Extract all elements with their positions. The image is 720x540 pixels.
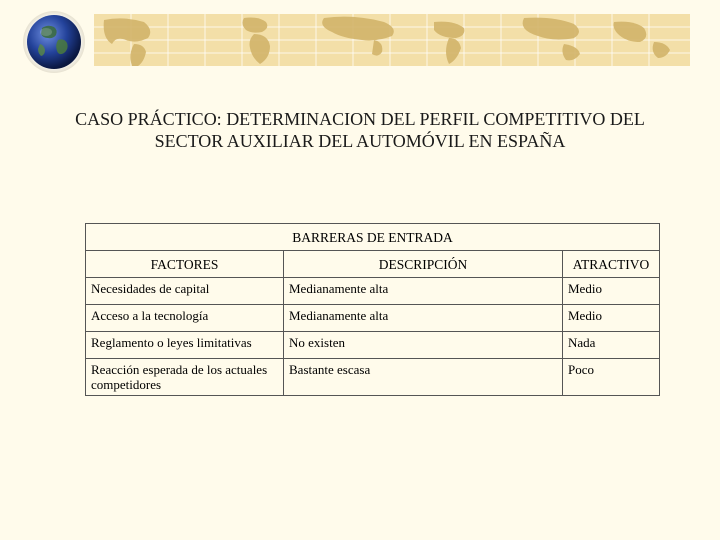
factor-cell: Reacción esperada de los actuales competidores — [86, 359, 284, 396]
world-map-banner — [94, 14, 690, 66]
globe-icon — [22, 10, 86, 74]
description-cell: Medianamente alta — [284, 305, 563, 332]
description-cell: Bastante escasa — [284, 359, 563, 396]
factor-cell: Acceso a la tecnología — [86, 305, 284, 332]
attractiveness-cell: Medio — [563, 305, 660, 332]
page-title — [0, 108, 720, 152]
header-factores: FACTORES — [86, 251, 284, 278]
title-line-2: SECTOR AUXILIAR DEL AUTOMÓVIL EN ESPAÑA — [154, 131, 566, 151]
header-descripcion: DESCRIPCIÓN — [284, 251, 563, 278]
barriers-table — [85, 223, 660, 396]
table-row — [86, 278, 660, 305]
title-line-1: CASO PRÁCTICO: DETERMINACION DEL PERFIL COMPETITIVO DEL — [75, 109, 645, 129]
table-row — [86, 359, 660, 396]
attractiveness-cell: Medio — [563, 278, 660, 305]
attractiveness-cell: Nada — [563, 332, 660, 359]
table-row — [86, 305, 660, 332]
table-caption: BARRERAS DE ENTRADA — [86, 224, 660, 251]
table-row — [86, 332, 660, 359]
header-atractivo: ATRACTIVO — [563, 251, 660, 278]
factor-cell: Necesidades de capital — [86, 278, 284, 305]
factor-cell: Reglamento o leyes limitativas — [86, 332, 284, 359]
description-cell: Medianamente alta — [284, 278, 563, 305]
description-cell: No existen — [284, 332, 563, 359]
attractiveness-cell: Poco — [563, 359, 660, 396]
